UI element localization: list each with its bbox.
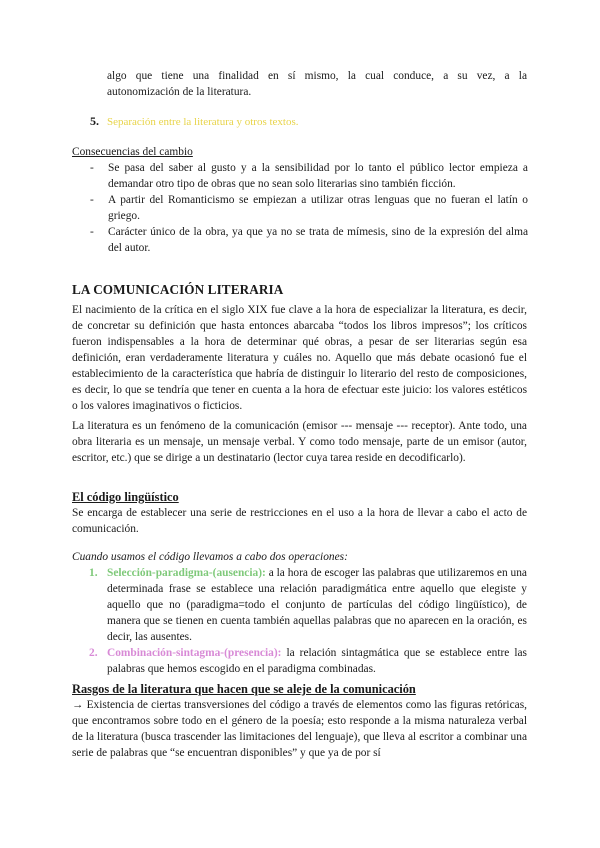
list-item: - Se pasa del saber al gusto y a la sensibilidad por lo tanto el público lector empieza a demandar otro tipo de obras que no sean solo literarias sino también ficción.	[88, 160, 528, 192]
item-5-number: 5.	[90, 114, 99, 128]
continuation-line-2: autonomización de la literatura.	[107, 86, 252, 98]
codigo-paragraph: Se encarga de establecer una serie de restricciones en el uso a la hora de llevar a cabo el acto de comunicación.	[72, 507, 527, 535]
operation-text: la relación sintagmática que se establece entre las palabras que hemos escogido en el paradigma combinadas.	[107, 647, 527, 675]
consecuencias-list	[72, 160, 528, 256]
list-item: - Carácter único de la obra, ya que ya no se trata de mímesis, sino de la expresión del alma del autor.	[88, 224, 528, 256]
consecuencias-section	[72, 144, 528, 256]
item-5-text: Separación entre la literatura y otros textos.	[107, 116, 299, 128]
codigo-intro: Cuando usamos el código llevamos a cabo dos operaciones:	[72, 551, 348, 563]
comunicacion-paragraph-1: El nacimiento de la crítica en el siglo XIX fue clave a la hora de especializar la literatura, es decir, de concretar su definición que hasta entonces abarcaba “todos los libros impresos”; los críticos fueron indispensables a la hora de determinar qué obras, a pesar de ser literarias según esa definición, eran verdaderamente literatura y cuáles no. Aquello que más debate ocasionó fue el establecimiento de la característica que habría de distinguir lo literario del resto de composiciones, es decir, lo que se tendría que tener en cuenta a la hora de efectuar este juicio: los valores estéticos o los valores imaginativos o ficticios.	[72, 304, 527, 412]
operation-number: 1.	[89, 567, 98, 579]
operation-term: Combinación-sintagma-(presencia):	[107, 647, 282, 659]
operation-text: a la hora de escoger las palabras que utilizaremos en una determinada frase se establece una relación paradigmática entre aquello que elegiste y aquello que no (paradigma=todo el conjunto de partículas del código lingüístico), de manera que se tienen en cuenta también aquellas palabras que no aparecen en la oración, es decir, las ausentes.	[107, 567, 527, 643]
rasgos-heading: Rasgos de la literatura que hacen que se aleje de la comunicación	[72, 682, 416, 696]
codigo-heading: El código lingüístico	[72, 490, 179, 504]
section-title: LA COMUNICACIÓN LITERARIA	[72, 282, 284, 297]
rasgos-text: Existencia de ciertas transversiones del código a través de elementos como las figuras retóricas, que encontramos sobre todo en el género de la poesía; esto responde a la misma naturaleza verbal de la literatura (busca trascender las limitaciones del lenguaje), que lleva al escritor a combinar una serie de palabras que “se encuentran disponibles” y que ya de por sí	[72, 699, 527, 759]
operation-item	[89, 565, 527, 645]
operations-list	[89, 565, 527, 677]
operation-item	[89, 645, 527, 677]
comunicacion-paragraph-2: La literatura es un fenómeno de la comunicación (emisor --- mensaje --- receptor). Ante todo, una obra literaria es un mensaje, un mensaje verbal. Y como todo mensaje, parte de un emisor (autor, escritor, etc.) que se dirige a un destinatario (lector cuya tarea reside en decodificarlo).	[72, 420, 527, 464]
consecuencias-heading: Consecuencias del cambio	[72, 146, 193, 158]
rasgos-paragraph	[72, 697, 527, 761]
continuation-line-1: algo que tiene una finalidad en sí mismo, la cual conduce, a su vez, a la	[107, 70, 527, 82]
operation-number: 2.	[89, 647, 98, 659]
list-item: - A partir del Romanticismo se empiezan a utilizar otras lenguas que no fueran el latín o griego.	[88, 192, 528, 224]
arrow-icon: →	[72, 699, 84, 711]
operation-term: Selección-paradigma-(ausencia):	[107, 567, 266, 579]
